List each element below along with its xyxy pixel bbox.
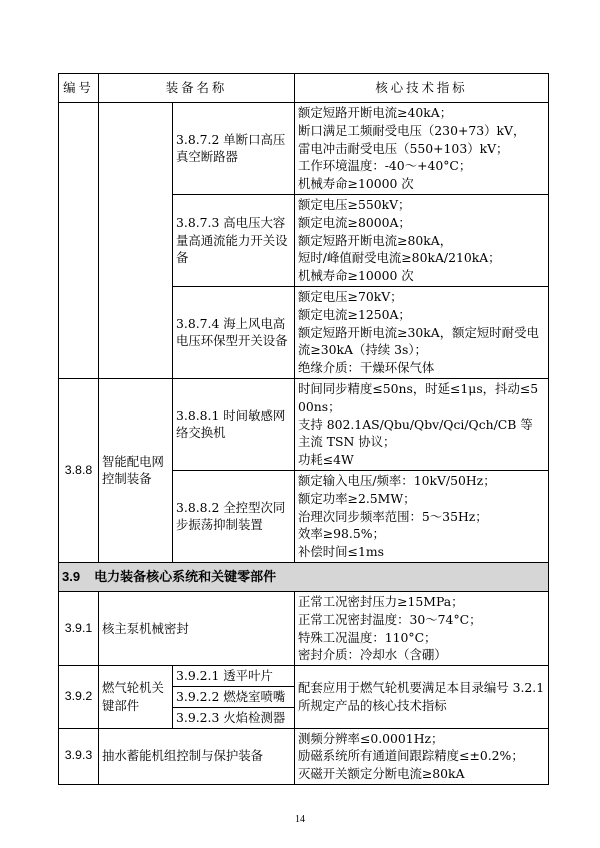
section-number: 3.9 — [62, 568, 81, 584]
sub-component: 3.9.2.1 透平叶片 — [173, 666, 295, 687]
spec-line: 断口满足工频耐受电压（230+73）kV， — [298, 122, 526, 138]
spec-line: 配套应用于燃气轮机要满足本目录编号 3.2.1 所规定产品的核心技术指标 — [298, 680, 545, 713]
spec-cell — [295, 194, 549, 286]
spec-line: 机械寿命≥10000 次 — [298, 268, 414, 284]
sub-component: 3.9.2.3 火焰检测器 — [173, 707, 295, 728]
spec-line: 功耗≤4W — [298, 452, 354, 468]
empty-group-cell — [99, 103, 173, 379]
equipment-group-name: 智能配电网控制装备 — [99, 378, 173, 562]
spec-line: 额定短路开断电流≥80kA， — [298, 232, 453, 248]
page-number: 14 — [295, 814, 305, 825]
section-name: 电力装备核心系统和关键零部件 — [94, 569, 277, 585]
header-equipment-name: 装备名称 — [99, 74, 295, 103]
spec-line: 特殊工况温度：110°C； — [298, 629, 437, 645]
equipment-name: 3.8.7.2 单断口高压真空断路器 — [173, 103, 295, 195]
empty-number-cell — [59, 103, 99, 379]
spec-line: 密封介质：冷却水（含硼） — [298, 647, 447, 663]
item-number: 3.8.8 — [59, 378, 99, 562]
spec-cell — [295, 378, 549, 470]
spec-line: 额定短路开断电流≥30kA，额定短时耐受电流≥30kA（持续 3s）； — [298, 324, 539, 358]
equipment-name: 3.8.8.2 全控型次同步振荡抑制装置 — [173, 470, 295, 562]
equipment-group-name: 燃气轮机关键部件 — [99, 666, 173, 728]
equipment-name: 3.8.8.1 时间敏感网络交换机 — [173, 378, 295, 470]
table-row — [59, 378, 549, 470]
equipment-name: 3.8.7.4 海上风电高电压环保型开关设备 — [173, 286, 295, 378]
table-header-row — [59, 74, 549, 103]
equipment-table — [58, 73, 549, 785]
sub-component: 3.9.2.2 燃烧室喷嘴 — [173, 686, 295, 707]
spec-line: 励磁系统所有通道间跟踪精度≤±0.2%； — [298, 748, 524, 764]
spec-line: 额定功率≥2.5MW； — [298, 490, 416, 506]
spec-line: 短时/峰值耐受电流≥80kA/210kA； — [298, 250, 501, 266]
table-row — [59, 103, 549, 195]
equipment-name: 抽水蓄能机组控制与保护装备 — [99, 728, 295, 784]
spec-line: 灭磁开关额定分断电流≥80kA — [298, 766, 465, 782]
spec-line: 支持 802.1AS/Qbu/Qbv/Qci/Qch/CB 等主流 TSN 协议； — [298, 416, 533, 450]
spec-line: 额定电流≥8000A； — [298, 214, 411, 230]
spec-line: 机械寿命≥10000 次 — [298, 176, 414, 192]
spec-line: 治理次同步频率范围：5～35Hz； — [298, 508, 488, 524]
spec-cell — [295, 470, 549, 562]
spec-line: 绝缘介质：干燥环保气体 — [298, 360, 435, 376]
table-row — [59, 591, 549, 665]
spec-cell — [295, 286, 549, 378]
spec-line: 额定输入电压/频率：10kV/50Hz； — [298, 472, 496, 488]
spec-line: 额定短路开断电流≥40kA； — [298, 105, 453, 120]
equipment-name: 核主泵机械密封 — [99, 591, 295, 665]
spec-cell — [295, 591, 549, 665]
spec-line: 额定电流≥1250A； — [298, 306, 411, 322]
spec-line: 额定电压≥550kV； — [298, 196, 411, 212]
spec-line: 测频分辨率≤0.0001Hz； — [298, 730, 444, 746]
table-row — [59, 728, 549, 784]
item-number: 3.9.1 — [59, 591, 99, 665]
spec-cell — [295, 103, 549, 195]
header-core-spec: 核心技术指标 — [295, 74, 549, 103]
equipment-name: 3.8.7.3 高电压大容量高通流能力开关设备 — [173, 194, 295, 286]
spec-line: 工作环境温度：-40～+40°C； — [298, 158, 472, 174]
item-number: 3.9.3 — [59, 728, 99, 784]
item-number: 3.9.2 — [59, 666, 99, 728]
spec-line: 时间同步精度≤50ns，时延≤1μs，抖动≤500ns； — [298, 380, 539, 414]
spec-line: 补偿时间≤1ms — [298, 544, 384, 560]
section-title — [59, 562, 549, 591]
spec-line: 正常工况密封温度：30～74°C； — [298, 611, 482, 627]
spec-cell — [295, 666, 549, 728]
spec-line: 额定电压≥70kV； — [298, 288, 403, 304]
section-header-row — [59, 562, 549, 591]
table-row — [59, 666, 549, 687]
spec-line: 雷电冲击耐受电压（550+103）kV； — [298, 140, 509, 156]
spec-line: 正常工况密封压力≥15MPa； — [298, 593, 464, 609]
spec-cell — [295, 728, 549, 784]
spec-line: 效率≥98.5%； — [298, 526, 385, 542]
header-number: 编号 — [59, 74, 99, 103]
